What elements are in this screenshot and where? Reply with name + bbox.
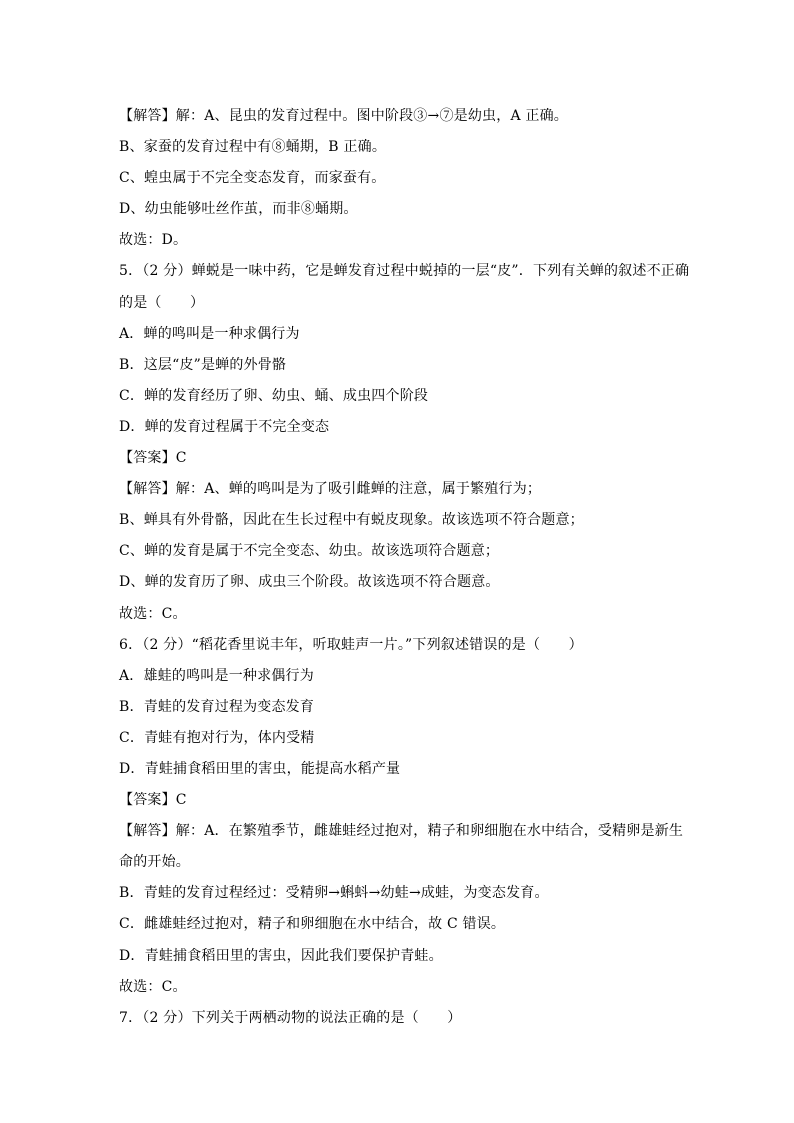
text-line: C、蝗虫属于不完全变态发育，而家蚕有。 [119, 170, 386, 187]
text-line: D．青蛙捕食稻田里的害虫，因此我们要保护青蛙。 [119, 947, 443, 964]
text-line: 故选：C。 [119, 978, 187, 995]
text-line: B、家蚕的发育过程中有⑧蛹期，B 正确。 [119, 139, 387, 156]
document-body [119, 101, 690, 1034]
question-5-explanation: 【解答】解：A、蝉的鸣叫是为了吸引雌蝉的注意，属于繁殖行为； [119, 481, 542, 498]
question-5-option-a: A．蝉的鸣叫是一种求偶行为 [119, 325, 300, 342]
question-5-stem-continued: 的是（ ） [119, 294, 205, 311]
question-6-option-c: C．青蛙有抱对行为，体内受精 [119, 729, 315, 746]
question-5-option-b: B．这层“皮”是蝉的外骨骼 [119, 356, 287, 373]
text-line: D、幼虫能够吐丝作茧，而非⑧蛹期。 [119, 201, 358, 218]
text-line: 故选：C。 [119, 605, 187, 622]
question-5-option-d: D．蝉的发育过程属于不完全变态 [119, 418, 330, 435]
question-6-answer: 【答案】C [119, 792, 187, 809]
text-line: B．青蛙的发育过程经过：受精卵→蝌蚪→幼蛙→成蛙，为变态发育。 [119, 885, 549, 902]
question-6-option-a: A．雄蛙的鸣叫是一种求偶行为 [119, 667, 314, 684]
question-7-stem: 7．（2 分）下列关于两栖动物的说法正确的是（ ） [119, 1009, 462, 1026]
question-6-explanation: 【解答】解：A．在繁殖季节，雌雄蛙经过抱对，精子和卵细胞在水中结合，受精卵是新生 [119, 823, 684, 840]
question-5-option-c: C．蝉的发育经历了卵、幼虫、蛹、成虫四个阶段 [119, 387, 429, 404]
question-6-option-b: B．青蛙的发育过程为变态发育 [119, 698, 315, 715]
text-line: 命的开始。 [119, 854, 190, 871]
question-6-option-d: D．青蛙捕食稻田里的害虫，能提高水稻产量 [119, 760, 401, 777]
text-line: B、蝉具有外骨骼，因此在生长过程中有蜕皮现象。故该选项不符合题意； [119, 512, 584, 529]
question-5-answer: 【答案】C [119, 450, 187, 467]
question-6-stem: 6．（2 分）“稻花香里说丰年，听取蛙声一片。”下列叙述错误的是（ ） [119, 636, 583, 653]
text-line: 【解答】解：A、昆虫的发育过程中。图中阶段③→⑦是幼虫，A 正确。 [119, 108, 568, 124]
text-line: 故选：D。 [119, 232, 188, 249]
text-line: C、蝉的发育是属于不完全变态、幼虫。故该选项符合题意； [119, 543, 500, 560]
text-line: C．雌雄蛙经过抱对，精子和卵细胞在水中结合，故 C 错误。 [119, 916, 506, 933]
question-5-stem: 5．（2 分）蝉蜕是一味中药，它是蝉发育过程中蜕掉的一层“皮”．下列有关蝉的叙述不正确 [119, 263, 690, 280]
text-line: D、蝉的发育历了卵、成虫三个阶段。故该选项不符合题意。 [119, 574, 500, 591]
